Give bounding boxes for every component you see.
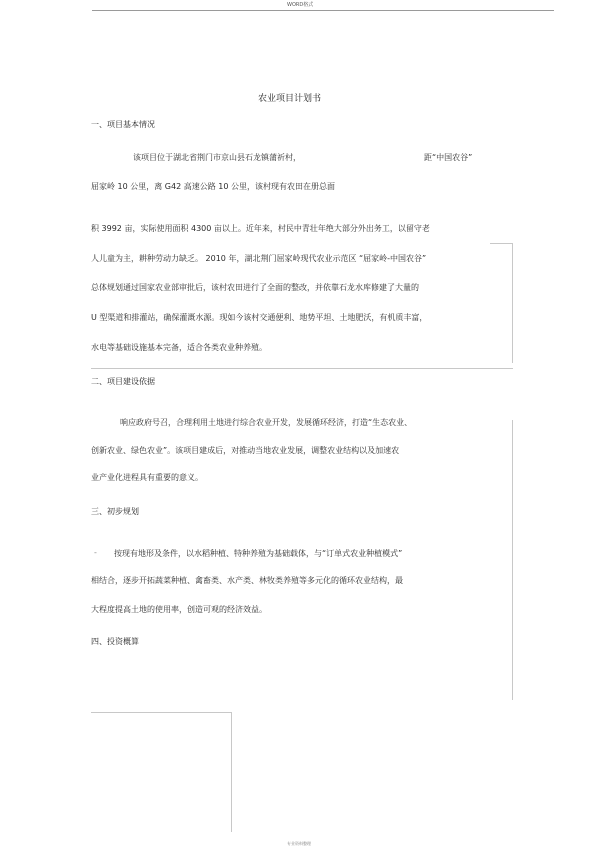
section-1-line-3: 积 3992 亩，实际使用面积 4300 亩以上。近年来，村民中青壮年绝大部分外出务工，以留守老: [91, 224, 430, 233]
section-3-line-3: 大程度提高土地的使用率，创造可观的经济效益。: [91, 605, 267, 614]
section-heading-3: 三、初步规划: [91, 507, 139, 516]
artifact-rule: [490, 243, 512, 244]
section-2-line-3: 业产业化进程具有重要的意义。: [91, 473, 203, 482]
document-title: 农业项目计划书: [258, 94, 322, 104]
page-footer-label: 专业资料整理: [287, 841, 311, 846]
section-1-line-1: 该项目位于湖北省荆门市京山县石龙镇蒲祈村，: [133, 153, 301, 162]
artifact-rule: [91, 712, 231, 713]
artifact-rule: [512, 243, 513, 363]
section-2-line-2: 创新农业、绿色农业”。该项目建成后，对推动当地农业发展，调整农业结构以及加速农: [91, 446, 400, 455]
section-heading-1: 一、项目基本情况: [91, 120, 155, 129]
section-1-line-4: 人儿童为主，耕种劳动力缺乏。 2010 年，湖北荆门屈家岭现代农业示范区 “屈家岭-中国农谷”: [91, 254, 427, 263]
artifact-rule: [91, 368, 513, 369]
section-1-line-7: 水电等基础设施基本完备，适合各类农业种养殖。: [91, 343, 267, 352]
section-2-line-1: 响应政府号召，合理利用土地进行综合农业开发，发展循环经济，打造“生态农业、: [120, 418, 413, 427]
section-3-line-2: 相结合，逐步开拓蔬菜种植、禽畜类、水产类、林牧类养殖等多元化的循环农业结构，最: [91, 576, 403, 585]
artifact-rule: [512, 420, 513, 700]
section-1-line-1-tail: 距“中国农谷”: [424, 153, 473, 162]
section-heading-4: 四、投资概算: [91, 637, 139, 646]
section-1-line-2: 屈家岭 10 公里，离 G42 高速公路 10 公里，该村现有农田在册总面: [91, 182, 335, 191]
section-3-line-1: 按现有地形及条件，以水稻种植、特种养殖为基础载体，与“订单式农业种植模式”: [114, 549, 403, 558]
section-3-dash: -: [94, 548, 97, 557]
artifact-rule: [231, 712, 232, 832]
header-rule: [92, 10, 554, 11]
section-heading-2: 二、项目建设依据: [91, 377, 155, 386]
section-1-line-5: 总体规划通过国家农业部审批后，该村农田进行了全面的整改，并依靠石龙水库修建了大量的: [91, 283, 419, 292]
section-1-line-6: U 型渠道和排灌站，确保灌溉水源。现如今该村交通便利、地势平坦、土地肥沃，有机质丰富，: [91, 313, 428, 322]
page-header-label: WORD格式: [287, 2, 314, 8]
